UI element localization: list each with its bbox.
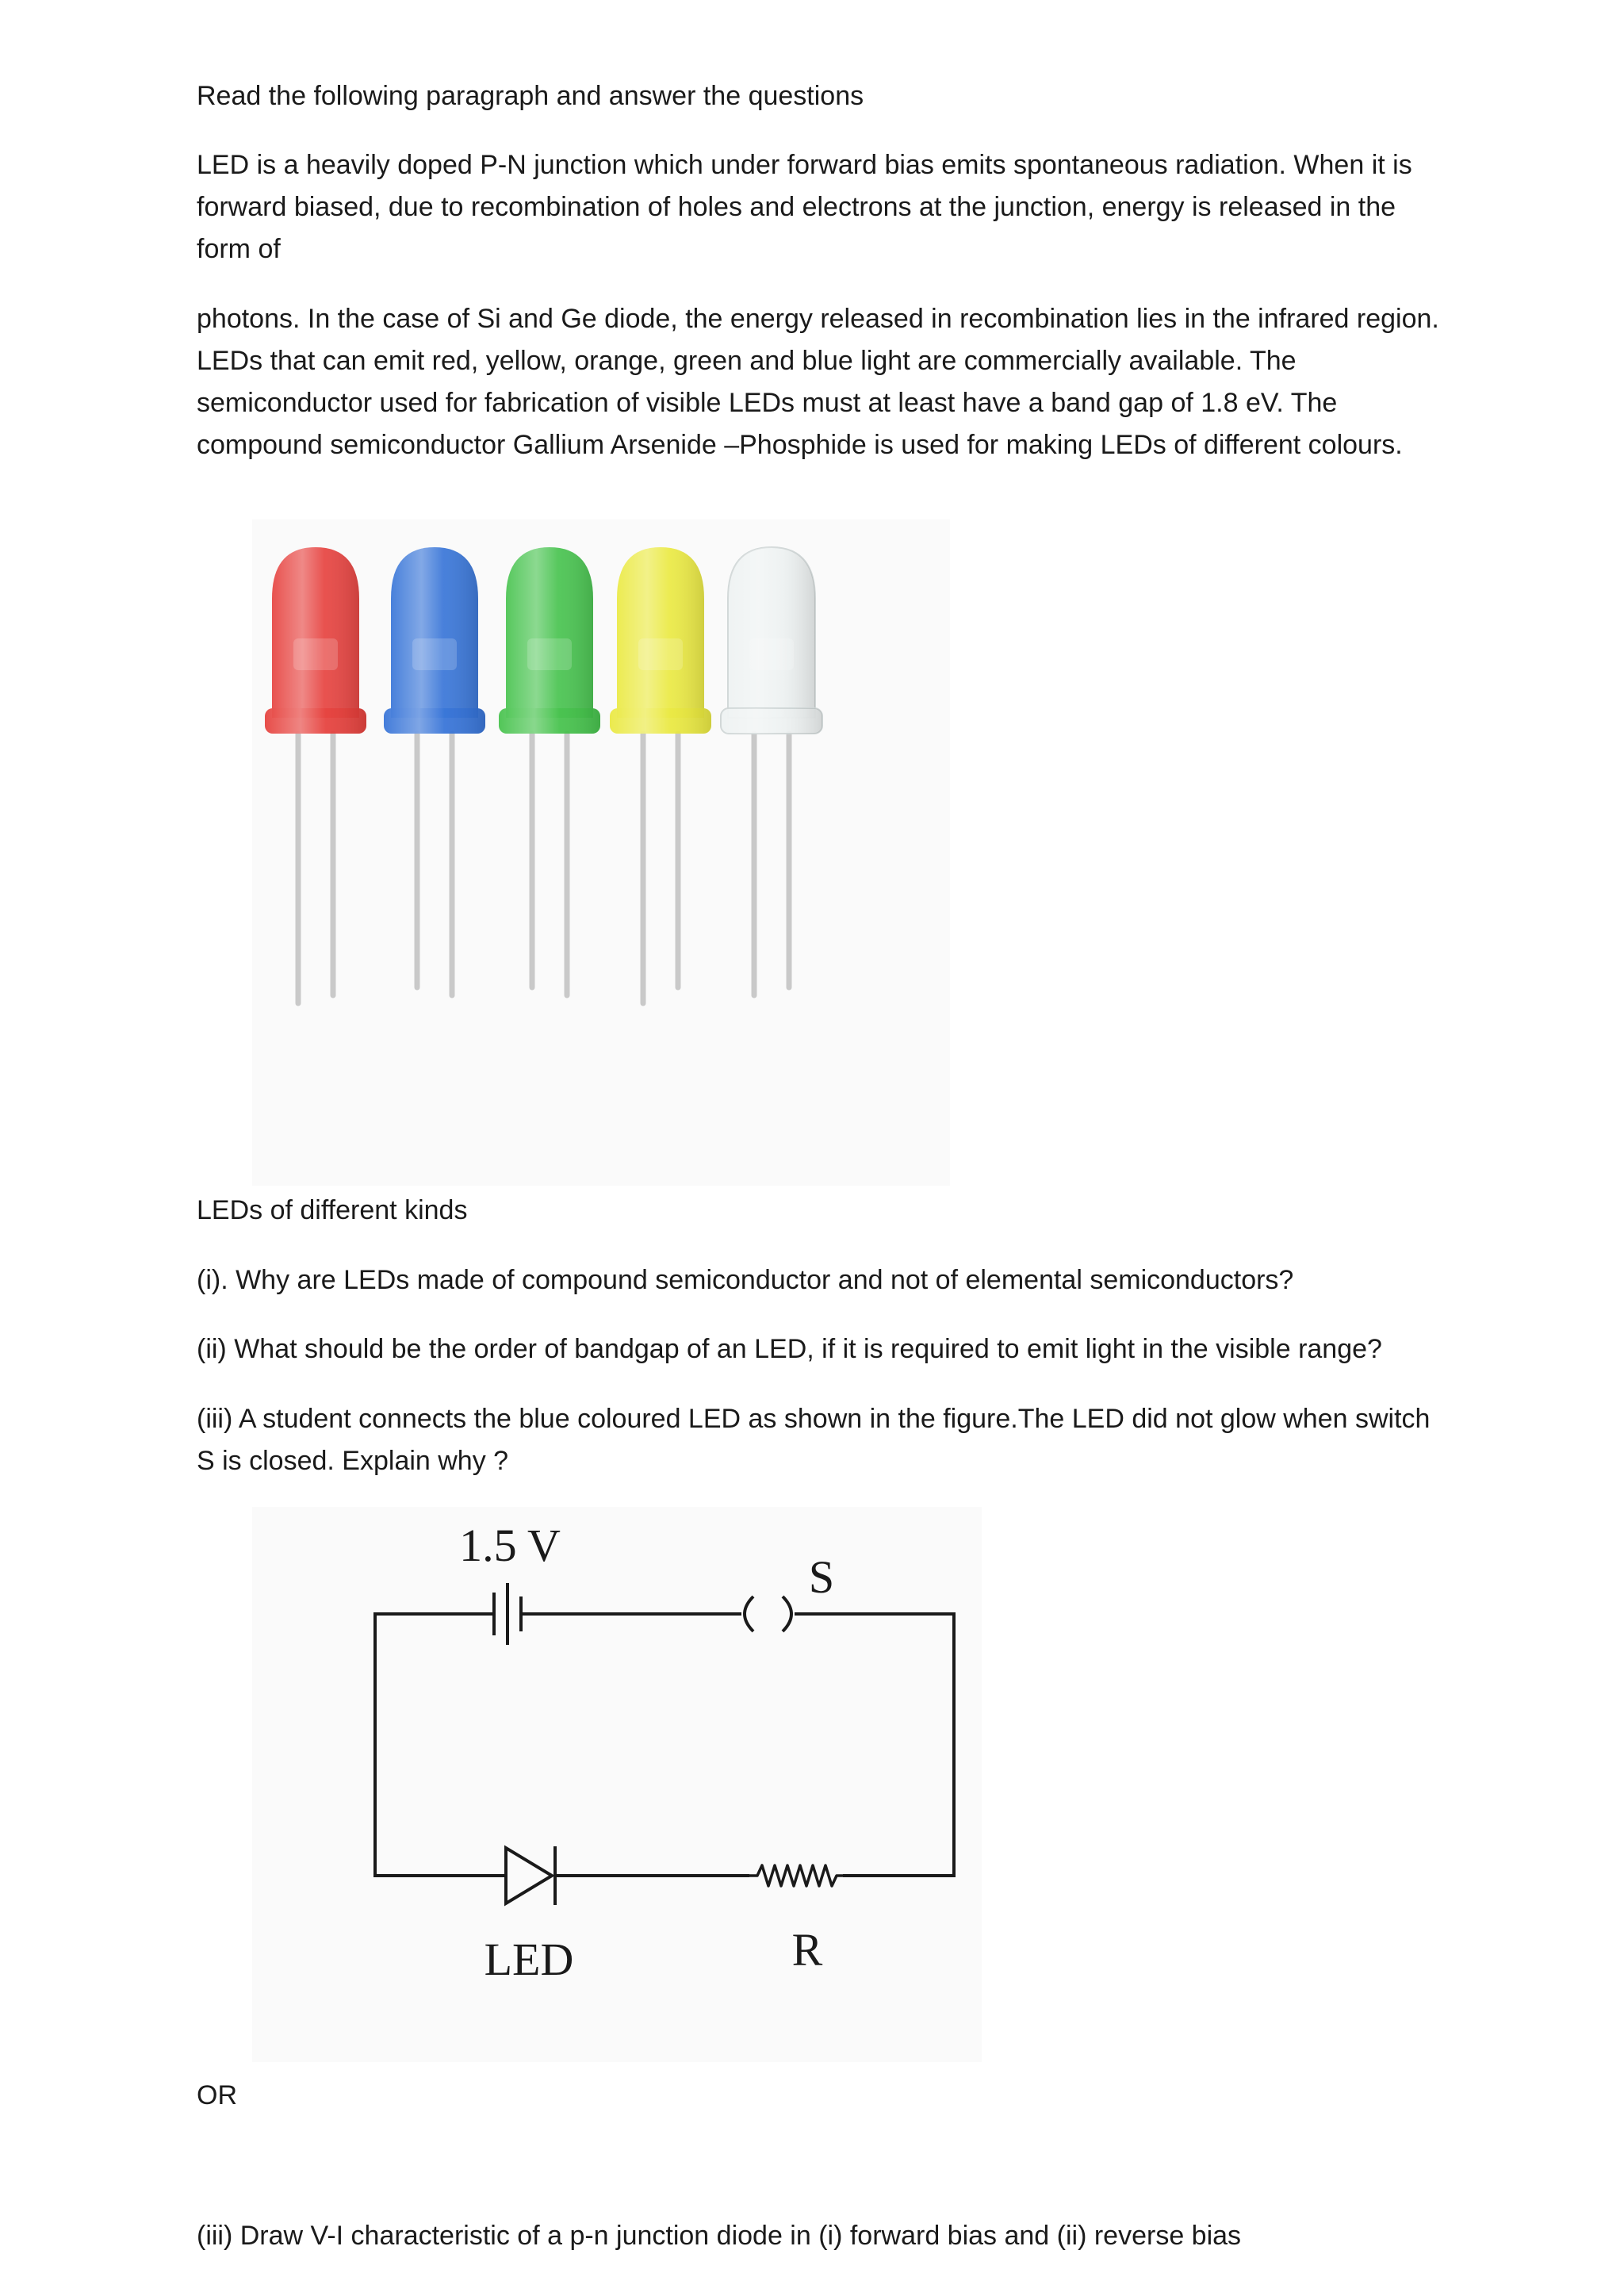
battery-symbol bbox=[494, 1583, 521, 1645]
intro-text: Read the following paragraph and answer the questions bbox=[197, 81, 864, 111]
led-photo bbox=[252, 519, 950, 1186]
alt-question: (iii) Draw V-I characteristic of a p-n junction diode in (i) forward bias and (ii) reverse bias bbox=[197, 2221, 1242, 2251]
led-diode-symbol bbox=[506, 1846, 555, 1905]
led-blue bbox=[384, 547, 485, 995]
or-text: OR bbox=[197, 2080, 237, 2110]
question-1: (i). Why are LEDs made of compound semiconductor and not of elemental semiconductors? bbox=[197, 1265, 1294, 1295]
switch-label: S bbox=[808, 1551, 835, 1603]
paragraph-2: photons. In the case of Si and Ge diode, the energy released in recombination lies in the infrared region. LEDs that can emit red, yellow, orange, green and blue light are commercially available. The semiconductor used for fabrication of visible LEDs must at least have a band gap of 1.8 eV. The compound semiconductor Gallium Arsenide –Phosphide is used for making LEDs of different colours. bbox=[197, 304, 1439, 460]
resistor-label: R bbox=[791, 1924, 823, 1976]
switch-symbol bbox=[745, 1596, 791, 1631]
led-red bbox=[265, 547, 366, 1003]
paragraph-1: LED is a heavily doped P-N junction which under forward bias emits spontaneous radiation. When it is forward biased, due to recombination of holes and electrons at the junction, energy is released in the form of bbox=[197, 150, 1412, 264]
question-3: (iii) A student connects the blue coloured LED as shown in the figure.The LED did not glow when switch S is closed. Explain why ? bbox=[197, 1404, 1431, 1476]
figure-caption: LEDs of different kinds bbox=[197, 1195, 468, 1225]
led-white bbox=[721, 547, 822, 995]
question-2: (ii) What should be the order of bandgap of an LED, if it is required to emit light in the visible range? bbox=[197, 1334, 1382, 1364]
led-green bbox=[499, 547, 600, 995]
resistor-symbol bbox=[748, 1865, 845, 1886]
led-yellow bbox=[610, 547, 711, 1003]
battery-label: 1.5 V bbox=[459, 1520, 561, 1571]
led-label: LED bbox=[484, 1934, 574, 1985]
circuit-diagram bbox=[252, 1507, 982, 2062]
